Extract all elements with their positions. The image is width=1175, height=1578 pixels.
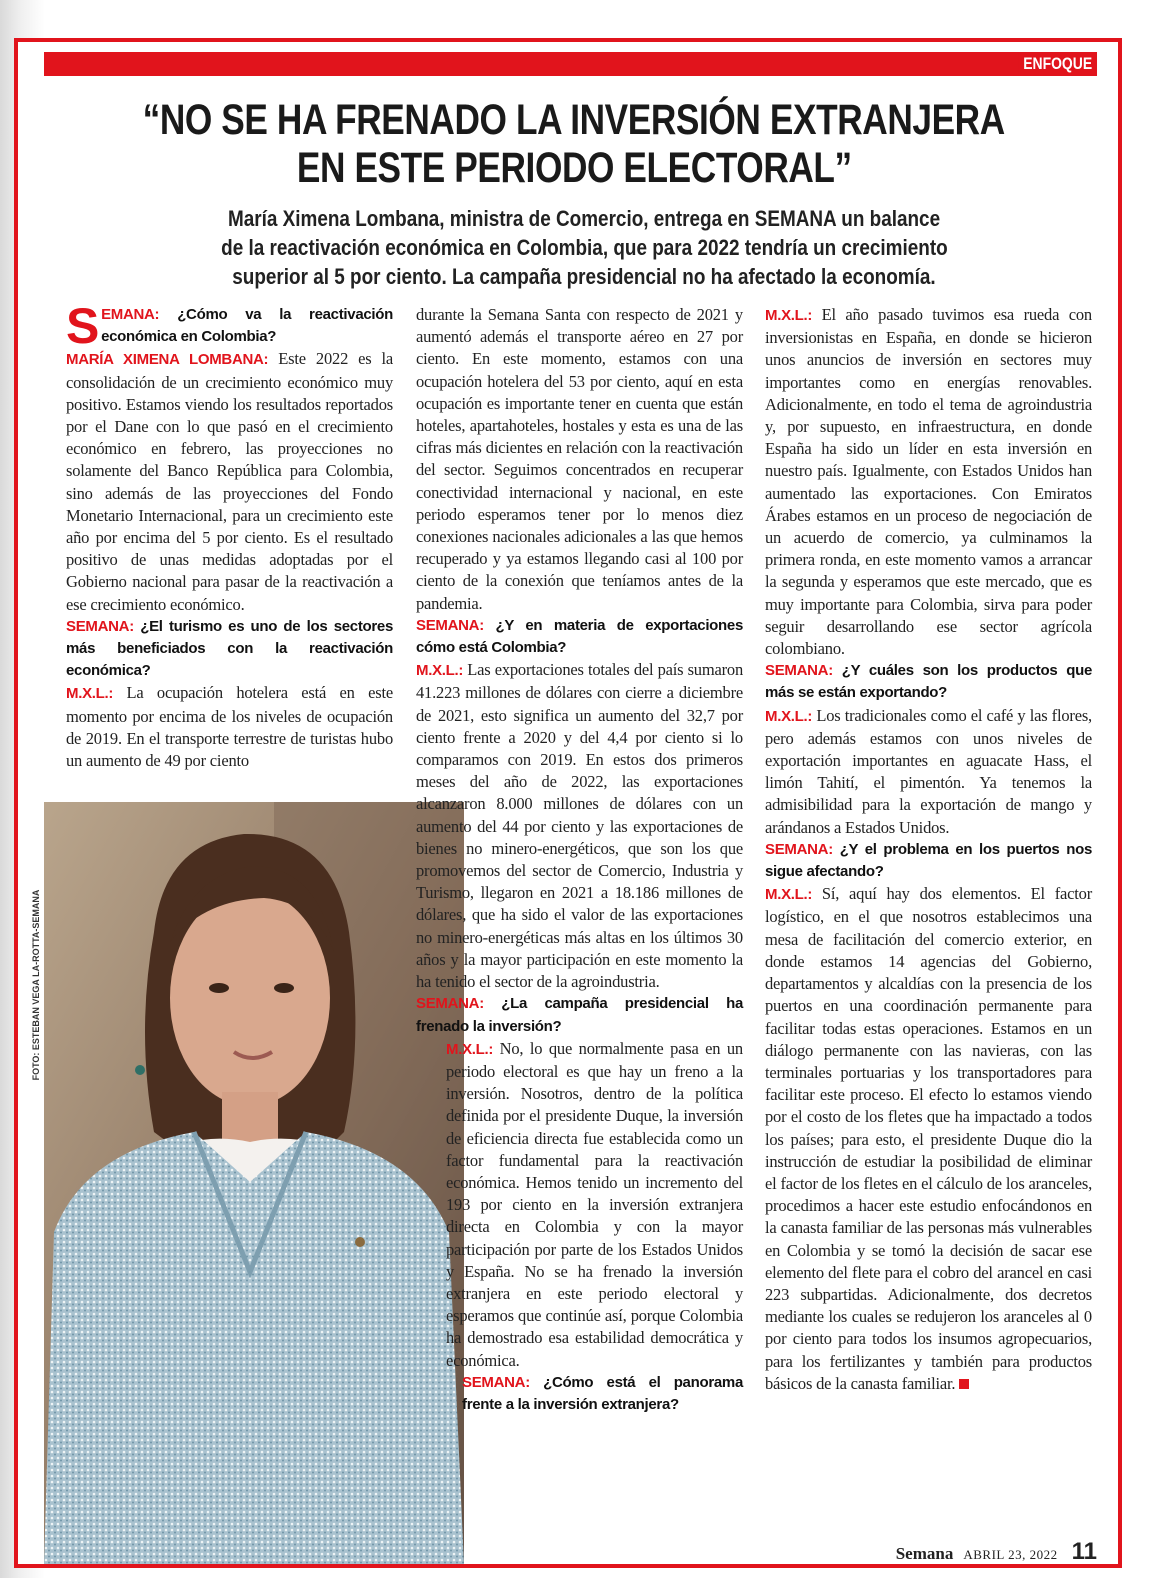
issue-date: ABRIL 23, 2022	[963, 1547, 1058, 1562]
speaker-label: SEMANA:	[416, 616, 484, 634]
photo-credit: FOTO: ESTEBAN VEGA LA-ROTTA-SEMANA	[31, 889, 41, 1081]
answer	[66, 348, 393, 615]
deck	[44, 204, 1124, 291]
speaker-label: SEMANA:	[416, 995, 484, 1013]
speaker-label: M.X.L.:	[765, 886, 813, 904]
speaker-label: M.X.L.:	[66, 685, 114, 703]
headline-line-1: “NO SE HA FRENADO LA INVERSIÓN EXTRANJERA	[142, 96, 1006, 144]
answer	[765, 705, 1092, 839]
portrait-illustration	[44, 802, 464, 1564]
answer-continued: durante la Semana Santa con respecto de 2021 y aumentó además el transporte aéreo en 27 por ciento. En este momento, estamos con una ocupación hotelera del 53 por ciento, aquí en esta ocupación es importante tener en cuenta que están hoteles, apartahoteles, hostales y esta es una de las cifras más dicientes en relación con la reactivación del sector. Seguimos concentrados en recuperar conectividad internacional y nacional, en este periodo esperamos tener por lo menos diez conexiones nacionales adicionales a las que hemos recuperado y ya estamos llegando casi al 100 por ciento de la conexión que teníamos antes de la pandemia.	[416, 305, 743, 613]
deck-line-2: de la reactivación económica en Colombia, que para 2022 tendría un crecimiento	[220, 235, 948, 260]
speaker-label: M.X.L.:	[446, 1040, 494, 1058]
page-number: 11	[1071, 1538, 1097, 1565]
magazine-name: Semana	[895, 1544, 954, 1563]
speaker-label: SEMANA:	[66, 617, 134, 635]
answer-text: Este 2022 es la consolidación de un crecimiento económico muy positivo. Estamos viendo los resultados reportados por el Dane con lo que pasó en el crecimiento económico en febrero, las proyecciones no solamente del Banco República para Colombia, sino además de las proyecciones del Fondo Monetario Internacional, para un crecimiento este año por encima del 5 por ciento. Es el resultado positivo de unas medidas adoptadas por el Gobierno nacional para pasar de la reactivación a ese crecimiento económico.	[66, 349, 394, 614]
section-tag: ENFOQUE	[1018, 52, 1097, 76]
speaker-label: SEMANA:	[765, 840, 833, 858]
question-text: ¿La campaña presidencial ha frenado la inversión?	[416, 995, 743, 1035]
question-text: ¿Cómo va la reactivación económica en Colombia?	[101, 306, 394, 346]
answer	[416, 659, 743, 993]
question	[765, 660, 1092, 704]
answer-text: Las exportaciones totales del país sumaron 41.223 millones de dólares con cierre a diciembre de 2021, esto significa un aumento del 32,7 por ciento frente a 2020 y del 4,4 por ciento si lo comparamos con 2019. En estos dos primeros meses del año de 2022, las exportaciones alcanzaron 8.000 millones de dólares con un aumento del 44 por ciento y las exportaciones de bienes no minero-energéticos, que son los que promovemos del sector de Comercio, Industria y Turismo, llegaron en 2021 a 18.186 millones de dólares, que ha sido el valor de las exportaciones no minero-energéticas más altas en los últimos 30 años y la mayor participación en este momento la ha tenido el sector de la agroindustria.	[416, 660, 743, 992]
question	[66, 298, 394, 354]
speaker-label: EMANA:	[101, 306, 160, 323]
question	[416, 1372, 743, 1416]
minister-portrait	[44, 802, 464, 1564]
speaker-label: M.X.L.:	[416, 662, 464, 680]
answer	[66, 682, 393, 772]
deck-line-3: superior al 5 por ciento. La campaña presidencial no ha afectado la economía.	[232, 264, 936, 289]
question-text: ¿El turismo es uno de los sectores más beneficiados con la reactivación económica?	[66, 617, 394, 680]
speaker-label: M.X.L.:	[765, 707, 813, 725]
speaker-label: SEMANA:	[462, 1373, 530, 1391]
answer	[765, 883, 1092, 1395]
answer	[416, 1038, 743, 1372]
end-mark-icon	[959, 1379, 969, 1389]
answer-text: Los tradicionales como el café y las flores, pero además estamos con unos niveles de exportación importantes en aguacate Hass, el limón Tahití, el pimentón. Ya tenemos la admisibilidad para la exportación de mango y arándanos a Estados Unidos.	[765, 705, 1092, 837]
speaker-label: M.X.L.:	[765, 307, 813, 324]
question	[66, 616, 393, 683]
deck-line-1: María Ximena Lombana, ministra de Comercio, entrega en SEMANA un balance	[227, 206, 941, 231]
column-3	[765, 304, 1092, 1395]
section-bar	[44, 52, 1097, 76]
column-2	[416, 304, 743, 1416]
headline	[44, 96, 1104, 192]
page-footer	[896, 1538, 1097, 1566]
speaker-label: MARÍA XIMENA LOMBANA:	[66, 351, 269, 369]
headline-line-2: EN ESTE PERIODO ELECTORAL”	[296, 144, 852, 192]
column-1	[66, 298, 394, 772]
answer-text: El año pasado tuvimos esa rueda con inversionistas en España, en donde se hicieron unos anuncios de inversión en sectores muy importantes como en energías renovables. Adicionalmente, en todo el tema de agroindustria y, por supuesto, en infraestructura, en donde España ha sido un líder en esta inversión en nuestro país. Igualmente, con Estados Unidos han aumentado las exportaciones. Con Emiratos Árabes estamos en un proceso de negociación de un acuerdo de comercio, ya culminamos la primera ronda, en este momento vamos a arrancar la segunda y esperamos que este mercado, que es muy importante para Colombia, sirva para poder seguir desarrollando ese sector agrícola colombiano.	[765, 305, 1092, 659]
answer-text: No, lo que normalmente pasa en un periodo electoral es que hay un freno a la inversión. Nosotros, dentro de la política definida por el presidente Duque, la inversión de eficiencia directa fue establecida como un factor fundamental para la reactivación económica. Hemos tenido un incremento del 193 por ciento en la inversión extranjera directa en Colombia y con la mayor participación por parte de los Estados Unidos y España. No se ha frenado la inversión extranjera en este periodo electoral y esperamos que continúe así, porque Colombia ha demostrado esa estabilidad democrática y económica.	[446, 1038, 743, 1370]
question	[416, 993, 743, 1037]
question-text: ¿Cómo está el panorama frente a la inversión extranjera?	[462, 1373, 743, 1413]
question	[765, 839, 1092, 883]
question	[416, 615, 743, 659]
answer-text: La ocupación hotelera está en este momento por encima de los niveles de ocupación de 2019. En el transporte terrestre de turistas hubo un aumento de 49 por ciento	[66, 683, 393, 771]
answer	[765, 304, 1092, 660]
drop-cap: S	[66, 298, 100, 354]
question-text: ¿Y en materia de exportaciones cómo está Colombia?	[416, 616, 743, 657]
speaker-label: SEMANA:	[765, 662, 833, 680]
question-text: ¿Y el problema en los puertos nos sigue afectando?	[765, 840, 1092, 881]
answer-text: Sí, aquí hay dos elementos. El factor logístico, en el que nosotros establecimos una mesa de facilitación del comercio exterior, en donde estamos 14 agencias del Gobierno, departamentos y alcaldías con la presencia de los puertos en una coordinación permanente para facilitar todas estas operaciones. Estamos en un diálogo permanente con las navieras, con las terminales portuarias y los transportadores para facilitar este proceso. El efecto lo estamos viendo por el costo de los fletes que ha impactado a todos los países; para esto, el presidente Duque dio la instrucción de estudiar la posibilidad de eliminar el factor de los fletes en el cálculo de los aranceles, procedimos a hacer este estudio enfocándonos en la canasta familiar de las personas más vulnerables en Colombia y se tomó la decisión de sacar ese elemento del flete para el cobro del arancel en casi 223 subpartidas. Adicionalmente, dos decretos mediante los cuales se redujeron los aranceles al 0 por ciento para todos los insumos agropecuarios, para los fertilizantes y también para productos básicos de la canasta familiar.	[765, 884, 1092, 1393]
question-text: ¿Y cuáles son los productos que más se están exportando?	[765, 662, 1092, 702]
